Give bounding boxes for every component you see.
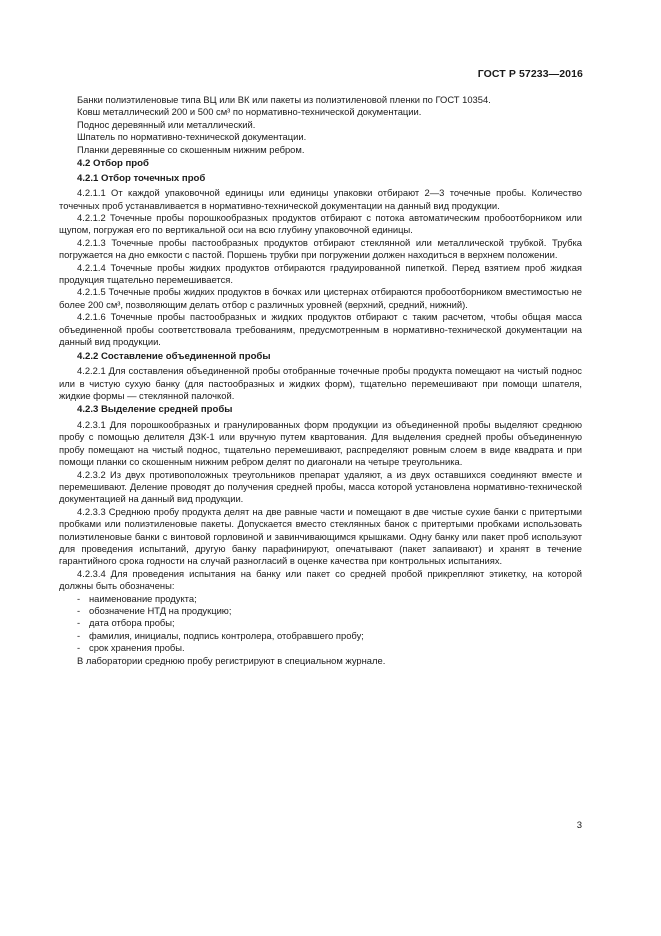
paragraph-4-2-3-4: 4.2.3.4 Для проведения испытания на банку или пакет со средней пробой прикрепляют этикетку, на которой должны быть обозначены: (59, 567, 582, 592)
list-item: - срок хранения пробы. (77, 642, 185, 654)
paragraph-4-2-3-2: 4.2.3.2 Из двух противоположных треугольников препарат удаляют, а из двух оставшихся соединяют вместе и перемешивают. Деление проводят до получения средней пробы, масса которой установлена нормативно-технической документацией на данный вид продукции. (59, 468, 582, 505)
paragraph-4-2-3-1: 4.2.3.1 Для порошкообразных и гранулированных форм продукции из объединенной пробы выделяют среднюю пробу с помощью делителя ДЗК-1 или вручную путем квартования. Для выделения средней пробы объединенную пробу помещают на чистый поднос, тщательно перемешивают, распределяют ровным слоем в виде квадрата и при помощи планки со скошенным нижним ребром делят по диагонали на четыре треугольника. (59, 418, 582, 468)
document-body (59, 94, 582, 667)
materials-list (59, 94, 582, 156)
list-item: - обозначение НТД на продукцию; (77, 605, 232, 616)
standard-header: ГОСТ Р 57233—2016 (477, 68, 583, 80)
section-heading-4-2-3: 4.2.3 Выделение средней пробы (77, 404, 233, 416)
material-item: Шпатель по нормативно-технической документации. (77, 131, 307, 143)
material-item: Поднос деревянный или металлический. (77, 118, 256, 130)
list-item: - фамилия, инициалы, подпись контролера, отобравшего пробу; (77, 629, 364, 641)
section-heading-4-2: 4.2 Отбор проб (77, 158, 149, 170)
section-heading-4-2-1: 4.2.1 Отбор точечных проб (77, 172, 206, 184)
paragraph-4-2-3-3: 4.2.3.3 Среднюю пробу продукта делят на две равные части и помещают в две чистые сухие банки с притертыми пробками или полиэтиленовые пакеты. Допускается вместо стеклянных банок с притертыми пробками использовать полиэтиленовые банки с винтовой горловиной и завинчивающимся крышками. Одну банку или пакет проб используют для проведения испытаний, другую банку парафинируют, опечатывают (пакет запаивают) и хранят в течение гарантийного срока годности на случай разногласий в оценке качества при контрольных испытаниях. (59, 505, 582, 567)
list-item: - наименование продукта; (77, 592, 197, 604)
section-heading-4-2-2: 4.2.2 Составление объединенной пробы (77, 350, 271, 362)
paragraph-4-2-2-1: 4.2.2.1 Для составления объединенной пробы отобранные точечные пробы продукта помещают на чистый поднос или в чистую сухую банку (для пастообразных и жидких форм), тщательно перемешивают при помощи шпателя, жидкие формы — стеклянной палочкой. (59, 365, 582, 401)
material-item: Планки деревянные со скошенным нижним ребром. (77, 143, 305, 155)
page-number: 3 (576, 820, 582, 831)
label-fields-list (59, 593, 582, 655)
material-item: Банки полиэтиленовые типа ВЦ или ВК или пакеты из полиэтиленовой пленки по ГОСТ 10354. (77, 94, 491, 105)
paragraph-4-2-1-5: 4.2.1.5 Точечные пробы жидких продуктов в бочках или цистернах отбираются пробоотборником вместимостью не более 200 см³, позволяющим делать отбор с различных уровней (верхний, средний, нижний). (59, 286, 582, 310)
closing-paragraph: В лаборатории среднюю пробу регистрируют в специальном журнале. (77, 654, 386, 666)
paragraph-4-2-1-3: 4.2.1.3 Точечные пробы пастообразных продуктов отбирают стеклянной или металлической трубкой. Трубка погружается на дно емкости с пастой. Поршень трубки при погружении должен находиться в верхнем положении. (59, 236, 582, 261)
paragraph-4-2-1-4: 4.2.1.4 Точечные пробы жидких продуктов отбираются градуированной пипеткой. Перед взятием проб жидкая продукция тщательно перемешивается. (59, 261, 582, 286)
paragraph-4-2-1-2: 4.2.1.2 Точечные пробы порошкообразных продуктов отбирают с потока автоматическим пробоотборником или щупом, погружая его по вертикальной оси на всю глубину упаковочной единицы. (59, 212, 582, 236)
material-item: Ковш металлический 200 и 500 см³ по нормативно-технической документации. (77, 106, 422, 118)
paragraph-4-2-1-1: 4.2.1.1 От каждой упаковочной единицы или единицы упаковки отбирают 2—3 точечные пробы. Количество точечных проб устанавливается в нормативно-технической документации на данный вид продукции. (59, 187, 582, 211)
paragraph-4-2-1-6: 4.2.1.6 Точечные пробы пастообразных и жидких продуктов отбирают с таким расчетом, чтобы общая масса объединенной пробы соответствовала требованиям, предусмотренным в нормативно-технической документации на данный вид продукции. (59, 311, 582, 348)
list-item: - дата отбора пробы; (77, 617, 175, 629)
